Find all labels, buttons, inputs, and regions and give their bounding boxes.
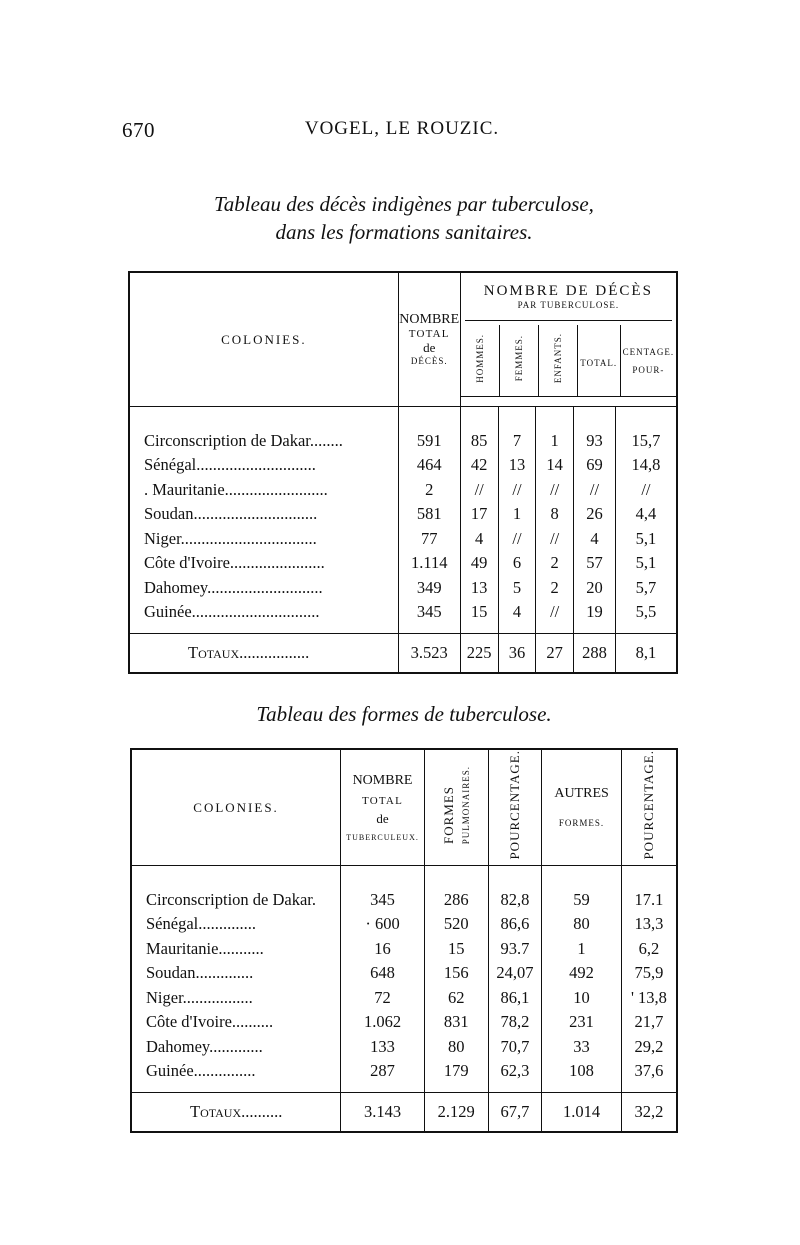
cell-total: 93 — [574, 406, 616, 453]
cell-pourcentage: 5,7 — [615, 576, 677, 601]
cell-total: 648 — [341, 961, 425, 986]
total-pct1: 67,7 — [488, 1092, 542, 1132]
cell-pct2: 37,6 — [621, 1059, 677, 1092]
cell-autres: 33 — [542, 1035, 622, 1060]
table-row — [131, 1035, 677, 1060]
cell-pct2: ' 13,8 — [621, 986, 677, 1011]
cell-pulmonaires: 520 — [424, 912, 488, 937]
table-row — [131, 961, 677, 986]
cell-pulmonaires: 179 — [424, 1059, 488, 1092]
cell-total: 133 — [341, 1035, 425, 1060]
cell-femmes: 6 — [498, 551, 536, 576]
cell-pulmonaires: 156 — [424, 961, 488, 986]
cell-pulmonaires: 831 — [424, 1010, 488, 1035]
cell-total_deces: 345 — [398, 600, 460, 633]
cell-pourcentage: 4,4 — [615, 502, 677, 527]
cell-total: 345 — [341, 865, 425, 912]
cell-enfants: // — [536, 527, 574, 552]
cell-autres: 492 — [542, 961, 622, 986]
cell-pct1: 86,1 — [488, 986, 542, 1011]
cell-hommes: 49 — [460, 551, 498, 576]
total-total: 3.143 — [341, 1092, 425, 1132]
cell-total_deces: 581 — [398, 502, 460, 527]
cell-total_deces: 77 — [398, 527, 460, 552]
table2-caption: Tableau des formes de tuberculose. — [256, 702, 552, 726]
total-total: 288 — [574, 633, 616, 673]
cell-pct2: 75,9 — [621, 961, 677, 986]
header-nombre-total: NOMBRE TOTAL de DÉCÈS. — [398, 272, 460, 406]
header-pourcentage-1: POURCENTAGE. — [488, 749, 542, 865]
cell-hommes: 85 — [460, 406, 498, 453]
row-label: . Mauritanie......................... — [144, 479, 328, 499]
total-femmes: 36 — [498, 633, 536, 673]
table-row — [131, 937, 677, 962]
cell-total: 69 — [574, 453, 616, 478]
cell-autres: 80 — [542, 912, 622, 937]
table-row — [131, 1059, 677, 1092]
cell-pct1: 70,7 — [488, 1035, 542, 1060]
table1-caption-line2: dans les formations sanitaires. — [275, 220, 533, 244]
cell-hommes: 4 — [460, 527, 498, 552]
cell-total: 1.062 — [341, 1010, 425, 1035]
cell-total: 4 — [574, 527, 616, 552]
row-label: Niger................. — [146, 987, 253, 1007]
cell-autres: 59 — [542, 865, 622, 912]
deaths-table — [128, 271, 678, 674]
cell-pct2: 17.1 — [621, 865, 677, 912]
row-label: Soudan.............................. — [144, 504, 318, 524]
table-row — [129, 453, 677, 478]
cell-total: 16 — [341, 937, 425, 962]
cell-hommes: 15 — [460, 600, 498, 633]
table-row — [129, 406, 677, 453]
table-row — [129, 527, 677, 552]
header-total: TOTAL. — [577, 325, 620, 397]
cell-pct1: 82,8 — [488, 865, 542, 912]
running-head: VOGEL, LE ROUZIC. — [304, 118, 500, 139]
table-row — [129, 551, 677, 576]
cell-total_deces: 2 — [398, 478, 460, 503]
cell-enfants: 1 — [536, 406, 574, 453]
cell-hommes: 42 — [460, 453, 498, 478]
cell-autres: 10 — [542, 986, 622, 1011]
header-deces-group: NOMBRE DE DÉCÈS PAR TUBERCULOSE. HOMMES. FEMMES. ENFANTS. TOTAL. CENTAGE. POUR- — [460, 272, 677, 406]
cell-total_deces: 1.114 — [398, 551, 460, 576]
cell-enfants: // — [536, 478, 574, 503]
total-pourcentage: 8,1 — [615, 633, 677, 673]
cell-total: // — [574, 478, 616, 503]
row-label: Dahomey............................ — [144, 577, 323, 597]
table-row — [131, 1010, 677, 1035]
header-femmes: FEMMES. — [499, 325, 538, 397]
total-pct2: 32,2 — [621, 1092, 677, 1132]
cell-femmes: 4 — [498, 600, 536, 633]
total-total_deces: 3.523 — [398, 633, 460, 673]
cell-pourcentage: 5,1 — [615, 527, 677, 552]
cell-pourcentage: 15,7 — [615, 406, 677, 453]
header-enfants: ENFANTS. — [538, 325, 577, 397]
row-label: Circonscription de Dakar. — [146, 889, 316, 909]
row-label: Niger................................. — [144, 528, 317, 548]
cell-autres: 108 — [542, 1059, 622, 1092]
cell-enfants: 14 — [536, 453, 574, 478]
row-label: Côte d'Ivoire....................... — [144, 553, 325, 573]
cell-pourcentage: 5,5 — [615, 600, 677, 633]
header-autres-formes: AUTRES FORMES. — [542, 749, 622, 865]
cell-pulmonaires: 286 — [424, 865, 488, 912]
cell-hommes: 13 — [460, 576, 498, 601]
row-label: Sénégal............................. — [144, 455, 316, 475]
page-header — [122, 118, 682, 148]
cell-enfants: 2 — [536, 551, 574, 576]
cell-femmes: 5 — [498, 576, 536, 601]
cell-pulmonaires: 15 — [424, 937, 488, 962]
cell-total: 287 — [341, 1059, 425, 1092]
totals-row — [131, 1092, 677, 1132]
forms-table — [130, 748, 678, 1133]
cell-enfants: // — [536, 600, 574, 633]
totals-label: Totaux................. — [129, 633, 398, 673]
cell-pct2: 13,3 — [621, 912, 677, 937]
header-nombre-tuberculeux: NOMBRE TOTAL de TUBERCULEUX. — [341, 749, 425, 865]
cell-total_deces: 591 — [398, 406, 460, 453]
cell-total: 19 — [574, 600, 616, 633]
cell-femmes: 13 — [498, 453, 536, 478]
header-pourcentage: CENTAGE. POUR- — [620, 325, 676, 397]
totals-label: Totaux.......... — [131, 1092, 341, 1132]
cell-pourcentage: // — [615, 478, 677, 503]
row-label: Guinée............................... — [144, 602, 320, 622]
header-colonies: COLONIES. — [129, 272, 398, 406]
cell-femmes: // — [498, 478, 536, 503]
cell-pct1: 62,3 — [488, 1059, 542, 1092]
cell-pct1: 78,2 — [488, 1010, 542, 1035]
table-row — [129, 576, 677, 601]
header-formes-pulmonaires: FORMES PULMONAIRES. — [424, 749, 488, 865]
cell-pulmonaires: 80 — [424, 1035, 488, 1060]
total-autres: 1.014 — [542, 1092, 622, 1132]
table-row — [129, 478, 677, 503]
cell-femmes: // — [498, 527, 536, 552]
totals-row — [129, 633, 677, 673]
cell-total: 20 — [574, 576, 616, 601]
cell-pct1: 24,07 — [488, 961, 542, 986]
total-pulmonaires: 2.129 — [424, 1092, 488, 1132]
table-row — [129, 502, 677, 527]
cell-autres: 231 — [542, 1010, 622, 1035]
row-label: Soudan.............. — [146, 963, 254, 983]
table1-caption-line1: Tableau des décès indigènes par tuberculose, — [214, 192, 594, 216]
row-label: Côte d'Ivoire.......... — [146, 1012, 274, 1032]
cell-pct2: 29,2 — [621, 1035, 677, 1060]
row-label: Dahomey............. — [146, 1036, 263, 1056]
cell-pourcentage: 5,1 — [615, 551, 677, 576]
row-label: Guinée............... — [146, 1061, 256, 1081]
table-row — [131, 986, 677, 1011]
cell-pct2: 21,7 — [621, 1010, 677, 1035]
cell-total_deces: 349 — [398, 576, 460, 601]
cell-autres: 1 — [542, 937, 622, 962]
table-row — [131, 865, 677, 912]
cell-hommes: // — [460, 478, 498, 503]
cell-total: 57 — [574, 551, 616, 576]
cell-pct1: 93.7 — [488, 937, 542, 962]
cell-total: · 600 — [341, 912, 425, 937]
cell-total: 26 — [574, 502, 616, 527]
cell-pct1: 86,6 — [488, 912, 542, 937]
page-number: 670 — [122, 118, 155, 142]
cell-enfants: 2 — [536, 576, 574, 601]
header-colonies-2: COLONIES. — [131, 749, 341, 865]
total-enfants: 27 — [536, 633, 574, 673]
row-label: Sénégal.............. — [146, 914, 256, 934]
header-pourcentage-2: POURCENTAGE. — [621, 749, 677, 865]
cell-pulmonaires: 62 — [424, 986, 488, 1011]
table-row — [131, 912, 677, 937]
cell-total: 72 — [341, 986, 425, 1011]
row-label: Mauritanie........... — [146, 938, 264, 958]
table1-caption — [130, 190, 678, 246]
cell-pct2: 6,2 — [621, 937, 677, 962]
cell-femmes: 1 — [498, 502, 536, 527]
cell-total_deces: 464 — [398, 453, 460, 478]
cell-femmes: 7 — [498, 406, 536, 453]
cell-hommes: 17 — [460, 502, 498, 527]
header-hommes: HOMMES. — [461, 325, 500, 397]
cell-pourcentage: 14,8 — [615, 453, 677, 478]
total-hommes: 225 — [460, 633, 498, 673]
cell-enfants: 8 — [536, 502, 574, 527]
row-label: Circonscription de Dakar........ — [144, 430, 343, 450]
table-row — [129, 600, 677, 633]
